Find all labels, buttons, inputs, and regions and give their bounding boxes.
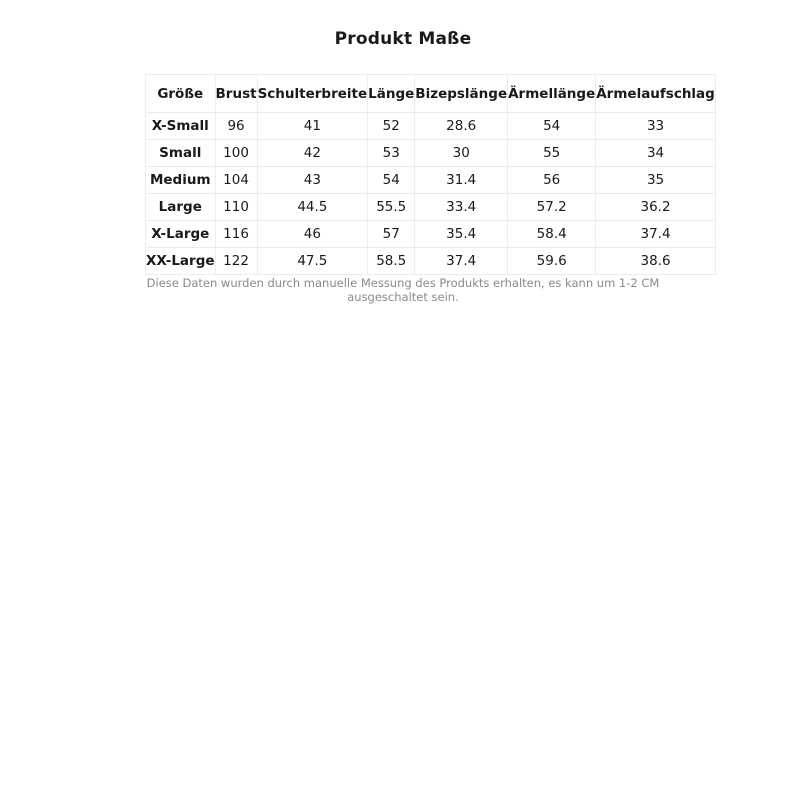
table-cell: 33 xyxy=(596,113,716,140)
table-cell: 57.2 xyxy=(508,194,596,221)
table-cell: 122 xyxy=(215,248,257,275)
table-cell: 52 xyxy=(368,113,415,140)
page-title: Produkt Maße xyxy=(334,29,472,49)
table-cell: 57 xyxy=(368,221,415,248)
table-cell: 31.4 xyxy=(415,167,508,194)
table-cell: 96 xyxy=(215,113,257,140)
table-cell-size: Large xyxy=(146,194,216,221)
table-row xyxy=(146,194,716,221)
table-row xyxy=(146,113,716,140)
table-cell: 116 xyxy=(215,221,257,248)
table-cell: 44.5 xyxy=(257,194,368,221)
table-row xyxy=(146,140,716,167)
table-cell: 28.6 xyxy=(415,113,508,140)
size-table-container xyxy=(145,74,715,275)
table-cell: 47.5 xyxy=(257,248,368,275)
table-cell: 55 xyxy=(508,140,596,167)
header-row xyxy=(146,75,716,113)
table-cell: 33.4 xyxy=(415,194,508,221)
table-row xyxy=(146,248,716,275)
table-cell-size: X-Large xyxy=(146,221,216,248)
table-cell: 34 xyxy=(596,140,716,167)
table-cell: 46 xyxy=(257,221,368,248)
table-cell: 35.4 xyxy=(415,221,508,248)
table-cell: 42 xyxy=(257,140,368,167)
table-cell: 43 xyxy=(257,167,368,194)
table-cell: 58.4 xyxy=(508,221,596,248)
table-cell: 55.5 xyxy=(368,194,415,221)
table-cell: 58.5 xyxy=(368,248,415,275)
measurement-note: Diese Daten wurden durch manuelle Messung des Produkts erhalten, es kann um 1-2 CM ausgeschaltet sein. xyxy=(146,276,660,304)
table-row xyxy=(146,167,716,194)
column-header-bicep-length: Bizepslänge xyxy=(415,75,508,113)
column-header-sleeve-length: Ärmellänge xyxy=(508,75,596,113)
table-cell: 54 xyxy=(368,167,415,194)
table-cell: 59.6 xyxy=(508,248,596,275)
column-header-length: Länge xyxy=(368,75,415,113)
table-cell: 37.4 xyxy=(415,248,508,275)
table-cell: 36.2 xyxy=(596,194,716,221)
column-header-shoulder-width: Schulterbreite xyxy=(257,75,368,113)
table-cell: 100 xyxy=(215,140,257,167)
table-row xyxy=(146,221,716,248)
table-cell: 41 xyxy=(257,113,368,140)
table-cell: 38.6 xyxy=(596,248,716,275)
column-header-cuff: Ärmelaufschlag xyxy=(596,75,716,113)
table-cell: 56 xyxy=(508,167,596,194)
table-cell: 30 xyxy=(415,140,508,167)
table-cell: 37.4 xyxy=(596,221,716,248)
table-cell-size: Small xyxy=(146,140,216,167)
table-cell: 54 xyxy=(508,113,596,140)
table-cell: 104 xyxy=(215,167,257,194)
table-cell: 35 xyxy=(596,167,716,194)
size-table xyxy=(145,74,716,275)
table-cell: 110 xyxy=(215,194,257,221)
table-cell-size: Medium xyxy=(146,167,216,194)
table-cell: 53 xyxy=(368,140,415,167)
table-cell-size: XX-Large xyxy=(146,248,216,275)
column-header-size: Größe xyxy=(146,75,216,113)
table-cell-size: X-Small xyxy=(146,113,216,140)
column-header-chest: Brust xyxy=(215,75,257,113)
